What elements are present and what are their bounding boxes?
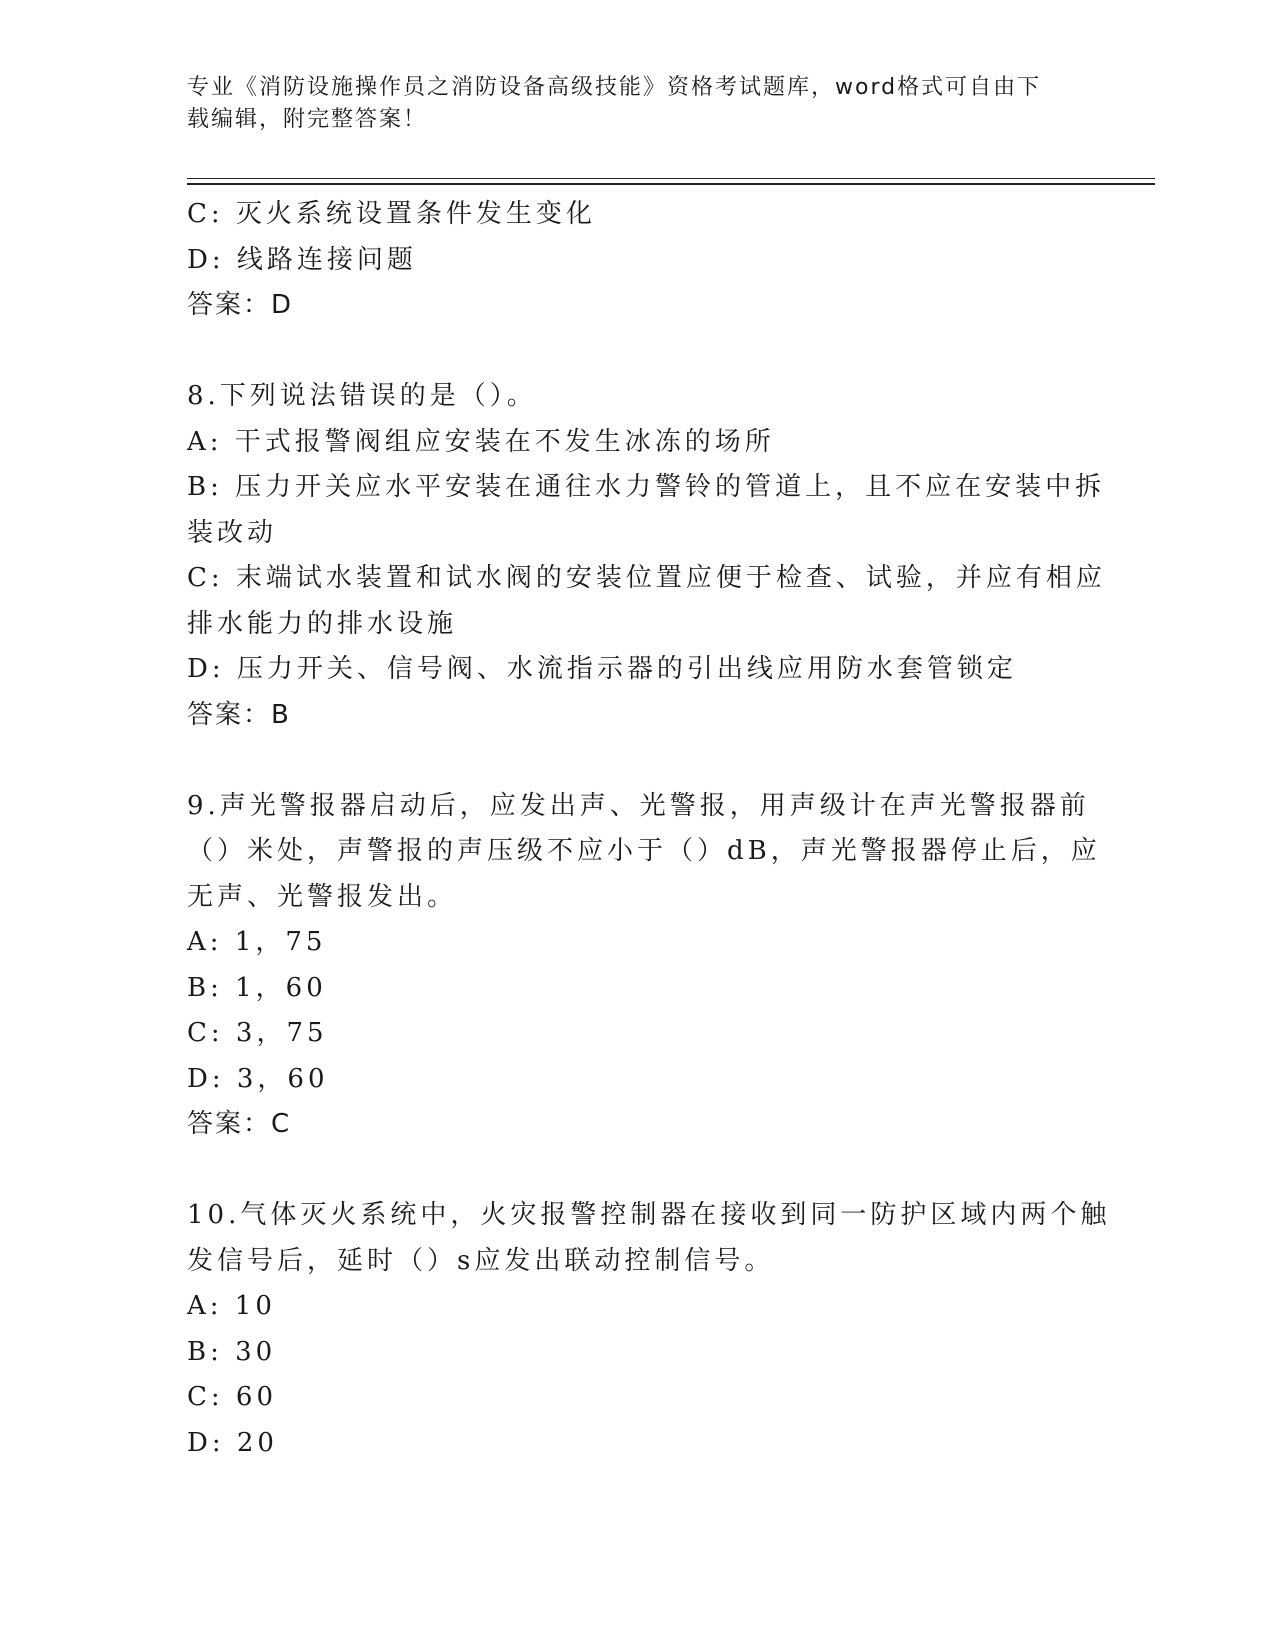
question-stem-line-2: 发信号后，延时（）s应发出联动控制信号。: [187, 1245, 775, 1276]
option-d: D: 线路连接问题: [187, 244, 417, 275]
answer-line: 答案：C: [187, 1109, 292, 1139]
header-line-2: 载编辑，附完整答案！: [187, 107, 428, 132]
option-a: A: 10: [187, 1291, 276, 1321]
option-c: C: 3，75: [187, 1018, 328, 1048]
option-a: A: 干式报警阀组应安装在不发生冰冻的场所: [187, 426, 775, 457]
option-a: A: 1，75: [187, 927, 327, 957]
question-10-block: [187, 1193, 1111, 1466]
option-b-line-1: B: 压力开关应水平安装在通往水力警铃的管道上，且不应在安装中拆: [187, 472, 1106, 502]
option-d: D: 压力开关、信号阀、水流指示器的引出线应用防水套管锁定: [187, 654, 1017, 684]
answer-line: 答案：D: [187, 290, 294, 320]
option-b: B: 1，60: [187, 972, 327, 1003]
question-stem-line-2: （）米处，声警报的声压级不应小于（）dB，声光警报器停止后，应: [187, 836, 1101, 866]
question-9-block: [187, 784, 1101, 1148]
question-stem: 8.下列说法错误的是（）。: [187, 381, 537, 411]
option-b: B: 30: [187, 1336, 277, 1367]
spacer: [187, 329, 1087, 375]
question-stem-line-3: 无声、光警报发出。: [187, 881, 458, 912]
option-c-line-2: 排水能力的排水设施: [187, 608, 458, 639]
option-b-line-2: 装改动: [187, 517, 278, 548]
option-d: D: 3，60: [187, 1063, 329, 1094]
option-c-line-1: C: 末端试水装置和试水阀的安装位置应便于检查、试验，并应有相应: [187, 563, 1106, 593]
previous-question-block: [187, 192, 1087, 329]
question-stem-line-1: 10.气体灭火系统中，火灾报警控制器在接收到同一防护区域内两个触: [187, 1200, 1111, 1230]
spacer: [187, 738, 1087, 784]
option-d: D: 20: [187, 1427, 278, 1458]
header-divider-top: [187, 178, 1155, 179]
question-stem-line-1: 9.声光警报器启动后，应发出声、光警报，用声级计在声光警报器前: [187, 790, 1090, 821]
option-c: C: 60: [187, 1382, 278, 1412]
option-c: C: 灭火系统设置条件发生变化: [187, 199, 596, 229]
spacer: [187, 1148, 1087, 1194]
header-divider-bottom: [187, 183, 1155, 185]
question-8-block: [187, 374, 1106, 738]
header-line-1: 专业《消防设施操作员之消防设备高级技能》资格考试题库，word格式可自由下: [187, 75, 1042, 100]
answer-line: 答案：B: [187, 699, 291, 730]
question-content: [187, 192, 1111, 1466]
document-header: [187, 72, 1067, 136]
